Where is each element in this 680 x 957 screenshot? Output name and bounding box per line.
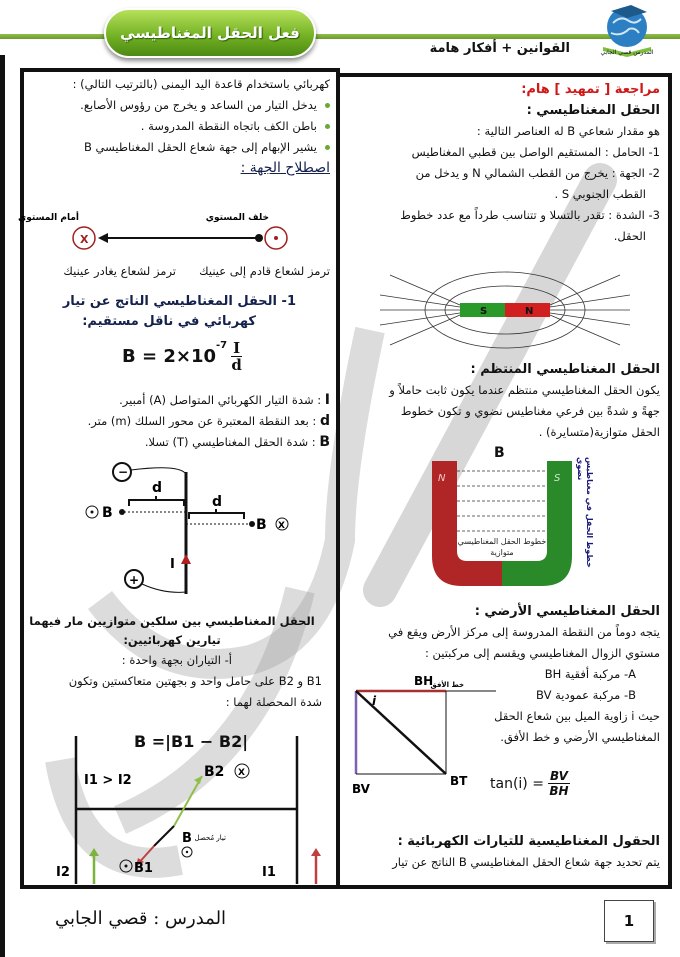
magnet-south: S [480, 306, 488, 317]
formula-lhs: B = 2×10 [122, 346, 216, 367]
u-south: S [554, 473, 561, 484]
def-i-text: : شدة التيار الكهربائي المتواصل (A) أمبير. [119, 393, 322, 407]
straight-wire-formula [122, 340, 242, 373]
header-rule [0, 34, 680, 39]
element-1: 1- الحامل : المستقيم الواصل بين قطبي المغناطيس [411, 145, 660, 159]
compare-label: I1 > I2 [84, 773, 132, 788]
review-heading: مراجعة [ تمهيد ] هام: [521, 82, 660, 97]
wire-plus: + [129, 573, 140, 587]
earth-angle: i [372, 694, 377, 708]
currents-heading: الحقول المغناطيسية للتيارات الكهربائية : [397, 834, 660, 849]
formula-exp: -7 [216, 340, 228, 351]
formula-den: d [231, 356, 242, 374]
u-side-label: خطوط الحقل في مغناطيس نضوي [576, 457, 594, 568]
tan-den: BH [549, 784, 569, 798]
two-wire-formula: B =|B1 − B2| [134, 732, 249, 751]
back-label: خلف المستوي [205, 213, 269, 223]
b2-x: X [238, 768, 245, 778]
earth-horizon: خط الأفق [430, 681, 464, 689]
field-heading: الحقل المغناطيسي : [526, 103, 660, 118]
uniform-text-1: يكون الحقل المغناطيسي منتظم عندما يكون ثابت حاملاً و [389, 383, 660, 397]
component-a: A- مركبة أفقية BH [544, 667, 636, 681]
earth-bv: BV [352, 782, 370, 796]
wire-x: X [278, 521, 285, 531]
wire-i: I [170, 557, 175, 572]
tan-lhs: tan(i) = [490, 775, 544, 792]
def-i-symbol: I [324, 392, 330, 408]
convention-heading: اصطلاح الجهة : [240, 160, 330, 176]
section1-heading-1: 1- الحقل المغناطيسي الناتج عن تيار [62, 294, 296, 309]
page-number: 1 [604, 900, 654, 942]
earth-field-diagram [346, 669, 506, 797]
angle-text-1: حيث i زاوية الميل بين شعاع الحقل [494, 709, 660, 723]
angle-text-2: المغناطيسي الأرضي و خط الأفق. [500, 730, 660, 744]
wire-b-right: B [256, 517, 267, 533]
logo [597, 3, 657, 61]
formula-num: I [233, 339, 241, 357]
u-north: N [438, 473, 446, 484]
u-magnet-diagram [402, 441, 602, 589]
section2-heading-1: الحقل المغناطيسي بين سلكين متوازيين مار فيهما [29, 614, 315, 628]
section1-heading-2: كهربائي في ناقل مستقيم: [82, 314, 256, 329]
b-result-label: B [182, 831, 192, 846]
element-3: 3- الشدة : تقدر بالتسلا و تتناسب طرداً مع عدد خطوط [400, 208, 660, 222]
i1-label: I1 [262, 865, 276, 880]
page-left-rule [0, 55, 5, 957]
result-label: تيار مُحصل [194, 834, 226, 842]
earth-text-2: مستوي الزوال المغناطيسي ويقسم إلى مركبتين : [424, 646, 660, 660]
element-3b: الحقل. [613, 229, 646, 243]
case-a-text-2: شدة المحصلة لهما : [225, 695, 322, 709]
front-symbol: X [80, 233, 89, 246]
header-subtitle: القوانين + أفكار هامة [429, 41, 570, 56]
straight-wire-diagram [84, 464, 334, 594]
bullet-1: يدخل التيار من الساعد و يخرج من رؤوس الأصابع. [24, 95, 330, 116]
magnet-north: N [525, 306, 534, 317]
component-b: B- مركبة عمودية BV [536, 688, 636, 702]
u-vector-b: B [494, 445, 505, 461]
earth-bh: BH [414, 674, 434, 688]
u-inner-label-2: متوازية [490, 548, 514, 557]
field-definition: هو مقدار شعاعي B له العناصر التالية : [476, 124, 660, 138]
b1-label: B1 [134, 861, 153, 876]
left-column-box [20, 68, 340, 889]
logo-caption: المدرس قصي الجابي [600, 49, 654, 56]
def-b-text: : شدة الحقل المغناطيسي (T) تسلا. [144, 435, 316, 449]
def-d-symbol: d [319, 413, 330, 429]
wire-minus: − [118, 465, 129, 479]
element-2b: القطب الجنوبي S . [554, 187, 646, 201]
def-d-text: : بعد النقطة المعتبرة عن محور السلك (m) متر. [87, 414, 317, 428]
tan-formula [490, 769, 570, 798]
front-caption: ترمز لشعاع يغادر عينيك [63, 264, 176, 278]
front-label: أمام المستوي [18, 213, 79, 223]
bullet-2: باطن الكف باتجاه النقطة المدروسة . [24, 116, 330, 137]
case-a-text-1: B1 و B2 على حامل واحد و بجهتين متعاكستين وتكون [68, 674, 322, 688]
wire-d-right: d [212, 494, 223, 510]
u-inner-label-1: خطوط الحقل المغناطيسي [457, 537, 547, 546]
currents-text: يتم تحديد جهة شعاع الحقل المغناطيسي B الناتج عن تيار [392, 855, 660, 869]
intro-text: كهربائي باستخدام قاعدة اليد اليمنى (بالترتيب التالي) : [72, 77, 330, 91]
wire-b-left: B [102, 505, 113, 521]
right-column-box [336, 73, 672, 889]
earth-heading: الحقل المغناطيسي الأرضي : [474, 604, 660, 619]
uniform-text-2: جهةً و شدةً بين فرعي مغناطيس نضوي و تكون خطوط [400, 404, 660, 418]
section2-heading-2: تيارين كهربائيين: [123, 633, 221, 647]
two-wire-diagram [54, 736, 334, 886]
earth-bt: BT [450, 774, 468, 788]
uniform-heading: الحقل المغناطيسي المنتظم : [470, 362, 660, 377]
bullet-3: يشير الإبهام إلى جهة شعاع الحقل المغناطيسي B [24, 137, 330, 158]
bar-magnet-diagram [380, 265, 630, 355]
uniform-text-3: الحقل متوازية(متسايرة) . [538, 425, 660, 439]
direction-convention-diagram [18, 208, 324, 264]
tan-num: BV [549, 769, 568, 783]
teacher-name: المدرس : قصي الجابي [55, 908, 227, 929]
b2-label: B2 [204, 764, 225, 780]
back-caption: ترمز لشعاع قادم إلى عينيك [199, 264, 330, 278]
def-b-symbol: B [319, 434, 330, 450]
i2-label: I2 [56, 865, 70, 880]
wire-d-left: d [152, 480, 163, 496]
chapter-title-pill: فعل الحقل المغناطيسي [104, 8, 316, 58]
case-a: أ- التياران بجهة واحدة : [121, 653, 232, 667]
element-2: 2- الجهة : يخرج من القطب الشمالي N و يدخل من [415, 166, 660, 180]
earth-text-1: يتجه دوماً من النقطة المدروسة إلى مركز الأرض ويقع في [388, 625, 660, 639]
